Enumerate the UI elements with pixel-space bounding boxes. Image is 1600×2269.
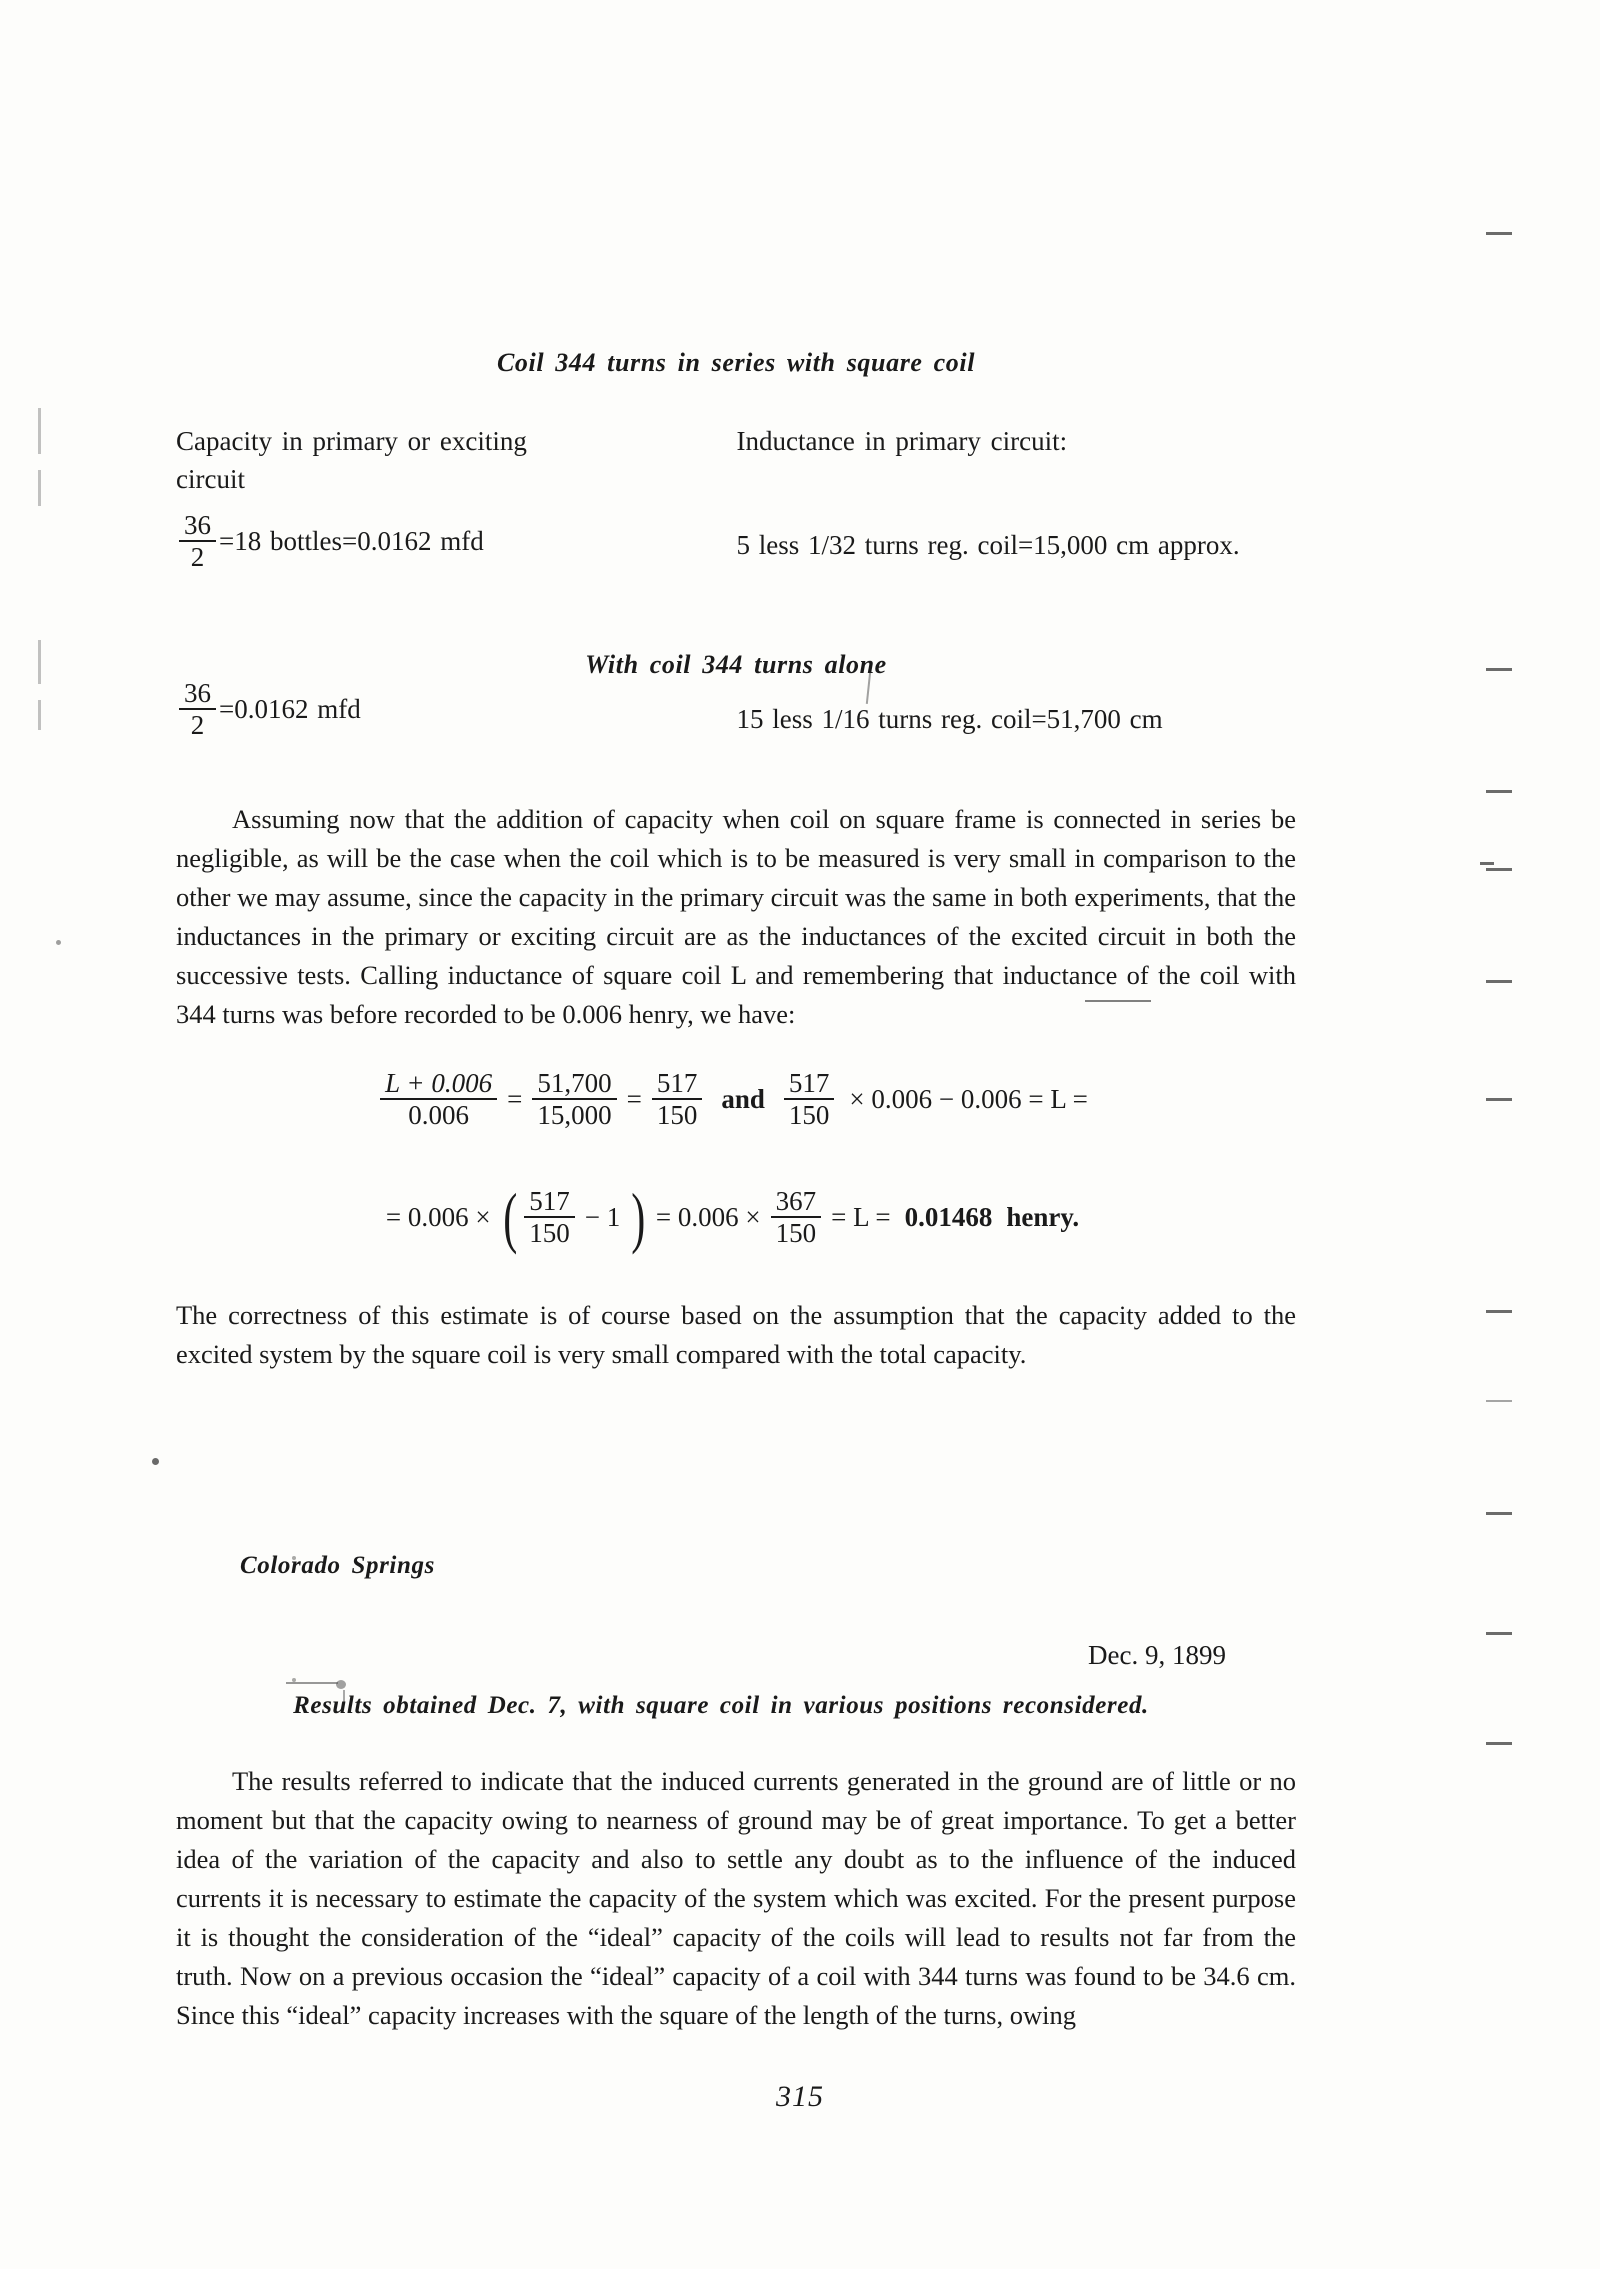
scan-edge-tick [1486,980,1512,983]
conjunction-and: and [721,1083,765,1114]
equation-1-tail: × 0.006 − 0.006 = L = [849,1083,1088,1114]
scan-edge-tick [1486,1400,1512,1402]
fraction-517-over-150: $\frac{517}{150}$ [652,1068,703,1130]
column-header-inductance [692,422,1296,499]
scan-margin-mark [38,408,41,454]
fraction-517-over-150: $\frac{517}{150}$ [784,1068,835,1130]
location-colorado-springs: Colorado Springs [240,1552,435,1579]
inductance-value-alone: 15 less 1/16 turns reg. coil=51,700 cm [736,704,1163,734]
scan-edge-tick [1480,862,1494,865]
fraction-L-plus-0006-over-0006: $\frac{L + 0.006}{0.006}$ [380,1068,497,1130]
equals-sign: = [507,1083,523,1114]
scan-edge-tick [1486,1742,1512,1745]
fraction-36-over-2: $\frac{36}{2}$ [179,510,216,572]
equals-sign: = [626,1083,642,1114]
fraction-517-over-150: $\frac{517}{150}$ [524,1186,575,1248]
capacity-header-line2: circuit [176,464,245,495]
scan-margin-mark [38,470,41,506]
inductance-result-unit: henry. [1006,1201,1080,1232]
equation-2-mid: = 0.006 × [655,1201,761,1232]
equation-2-lead: = 0.006 × [385,1201,491,1232]
scan-edge-tick [1486,1632,1512,1635]
fraction-36-over-2: $\frac{36}{2}$ [179,678,216,740]
scan-margin-mark [38,700,41,730]
scan-edge-tick [1486,868,1512,871]
scan-margin-mark [38,640,41,684]
capacity-value-series [176,510,692,572]
inductance-result-value: 0.01468 [904,1201,993,1232]
section-heading-coil-alone: With coil 344 turns alone [585,650,887,679]
capacity-series-text: =18 bottles=0.0162 mfd [219,525,484,556]
paragraph-correctness: The correctness of this estimate is of course based on the assumption that the capacity added to the excited system by the square coil is very small compared with the total capacity. [176,1300,1296,1369]
paren-open: ( [502,1179,517,1256]
inductance-value-series: 5 less 1/32 turns reg. coil=15,000 cm approx. [736,530,1240,560]
inductance-header: Inductance in primary circuit: [736,426,1068,456]
scan-speck [56,940,61,945]
fraction-51700-over-15000: $\frac{51,700}{15,000}$ [532,1068,616,1130]
section-heading-coil-series: Coil 344 turns in series with square coil [496,348,976,377]
minus-one: − 1 [584,1201,621,1232]
section-heading-results-reconsidered: Results obtained Dec. 7, with square coil in various positions reconsidered. [293,1692,1149,1719]
scan-edge-tick [1486,1512,1512,1515]
capacity-header-line1: Capacity in primary or exciting [176,426,527,456]
equation-inductance-ratio [176,1068,1296,1130]
paragraph-results: The results referred to indicate that the induced currents generated in the ground are of little or no moment but that the capacity owing to nearness of ground may be of great importance. To get a better idea of the variation of the capacity and also to settle any doubt as to the influence of the induced currents it is necessary to estimate the capacity of the system which was excited. For the present purpose it is thought the consideration of the “ideal” capacity of the coils will lead to results not far from the truth. Now on a previous occasion the “ideal” capacity of a coil with 344 turns was found to be 34.6 cm. Since this “ideal” capacity increases with the square of the length of the turns, owing [176,1766,1296,2030]
scan-speck [152,1458,159,1465]
column-header-capacity [176,422,692,499]
equation-inductance-result [176,1179,1296,1256]
scan-edge-tick [1486,1098,1512,1101]
fraction-367-over-150: $\frac{367}{150}$ [771,1186,822,1248]
capacity-value-alone [176,678,692,740]
capacity-alone-text: =0.0162 mfd [219,693,361,724]
paragraph-assuming: Assuming now that the addition of capacity when coil on square frame is connected in series be negligible, as will be the case when the coil which is to be measured is very small in comparison to the other we may assume, since the capacity in the primary circuit was the same in both experiments, that the inductances in the primary or exciting circuit are as the inductances of the excited circuit in both the successive tests. Calling inductance of square coil L and remembering that inductance of the coil with 344 turns was before recorded to be 0.006 henry, we have: [176,804,1296,1029]
scan-edge-tick [1486,1310,1512,1313]
page-number: 315 [776,2080,824,2113]
equation-2-tail: = L = [831,1201,891,1232]
scan-edge-tick [1486,790,1512,793]
scan-stroke-artifact [336,1680,346,1689]
entry-date: Dec. 9, 1899 [1088,1640,1226,1670]
scan-stroke-artifact [286,1682,338,1684]
scan-edge-tick [1486,232,1512,235]
scan-edge-tick [1486,668,1512,671]
paren-close: ) [631,1179,646,1256]
